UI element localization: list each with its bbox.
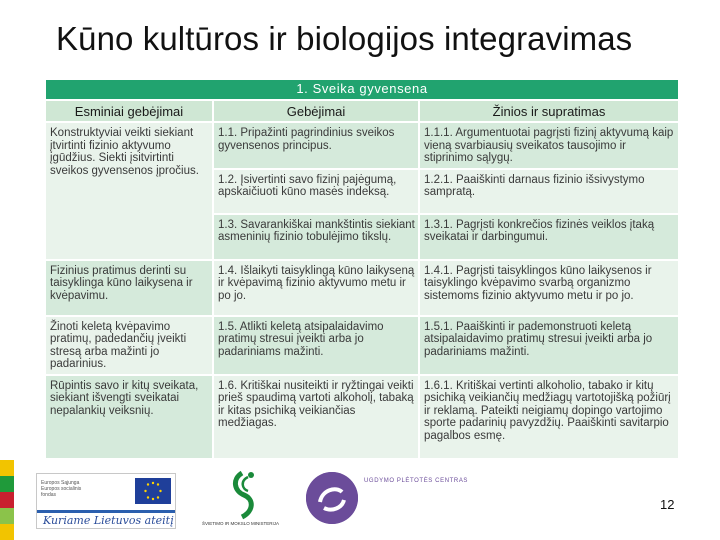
cell-gebejimai-1-5: 1.5. Atlikti keletą atsipalaidavimo pratimų stresui įveikti arba jo padariniams mažinti. (213, 316, 419, 375)
page-title: Kūno kultūros ir biologijos integravimas (56, 20, 633, 57)
column-header-zinios: Žinios ir supratimas (419, 100, 679, 123)
cell-zinios-1-6-1: 1.6.1. Kritiškai vertinti alkoholio, tabako ir kitų psichiką veikiančių medžiagų vartotojišką požiūrį ir reklamą. Pateikti neigiamų dopingo vartojimo sporte padarinių pavyzdžių. Paaiškinti savitarpio pagalbos esmę. (419, 375, 679, 459)
footer-logos (0, 465, 720, 540)
curriculum-table (44, 78, 680, 460)
ugdymo-centre-text: UGDYMO PLĖTOTĖS CENTRAS (364, 478, 469, 484)
cell-zinios-1-4-1: 1.4.1. Pagrįsti taisyklingos kūno laikysenos ir taisyklingo kvėpavimo svarbą organizmo sistemoms fizinio aktyvumo metu ir po jo. (419, 260, 679, 316)
cell-esminiai-3: Žinoti keletą kvėpavimo pratimų, padedančių įveikti stresą arba mažinti jo padarinius. (45, 316, 213, 375)
cell-zinios-1-1-1: 1.1.1. Argumentuotai pagrįsti fizinį aktyvumą kaip vieną svarbiausių sveikatos tausojimo ir stiprinimo sąlygų. (419, 122, 679, 169)
cell-zinios-1-5-1: 1.5.1. Paaiškinti ir pademonstruoti keletą atsipalaidavimo pratimų stresui įveikti arba jo padariniams mažinti. (419, 316, 679, 375)
column-header-esminiai: Esminiai gebėjimai (45, 100, 213, 123)
section-header: 1. Sveika gyvensena (45, 79, 679, 100)
ugdymo-emblem-icon (306, 472, 358, 524)
cell-gebejimai-1-2: 1.2. Įsivertinti savo fizinį pajėgumą, apskaičiuoti kūno masės indeksą. (213, 169, 419, 214)
cell-gebejimai-1-6: 1.6. Kritiškai nusiteikti ir ryžtingai veikti prieš spaudimą vartoti alkoholį, tabaką ir kitas psichiką veikiančias medžiagas. (213, 375, 419, 459)
column-header-gebejimai: Gebėjimai (213, 100, 419, 123)
cell-gebejimai-1-4: 1.4. Išlaikyti taisyklingą kūno laikyseną ir kvėpavimą fizinio aktyvumo metu ir po jo. (213, 260, 419, 316)
cell-gebejimai-1-1: 1.1. Pripažinti pagrindinius sveikos gyvensenos principus. (213, 122, 419, 169)
eu-fund-logo (36, 473, 176, 529)
eu-flag-icon (135, 478, 171, 504)
ugdymo-centre-logo (306, 472, 358, 524)
cell-esminiai-2: Fizinius pratimus derinti su taisyklinga kūno laikysena ir kvėpavimu. (45, 260, 213, 316)
cell-esminiai-4: Rūpintis savo ir kitų sveikata, siekiant išvengti sveikatai nepalankių veiksnių. (45, 375, 213, 459)
eu-logo-text: Europos Sąjunga Europos socialinis fondas (41, 480, 82, 498)
eu-slogan: Kuriame Lietuvos ateitį (43, 514, 174, 527)
cell-zinios-1-2-1: 1.2.1. Paaiškinti darnaus fizinio išsivystymo sampratą. (419, 169, 679, 214)
cell-esminiai-1: Konstruktyviai veikti siekiant įtvirtinti fizinio aktyvumo įgūdžius. Siekti įsitvirtinti sveikos gyvensenos įpročius. (45, 122, 213, 260)
ministry-emblem-icon (204, 469, 284, 521)
page-number: 12 (660, 497, 675, 512)
ministry-logo (204, 469, 284, 531)
ministry-caption: ŠVIETIMO IR MOKSLO MINISTERIJA (202, 521, 280, 526)
cell-zinios-1-3-1: 1.3.1. Pagrįsti konkrečios fizinės veiklos įtaką sveikatai ir darbingumui. (419, 214, 679, 260)
cell-gebejimai-1-3: 1.3. Savarankiškai mankštintis siekiant asmeninių fizinio tobulėjimo tikslų. (213, 214, 419, 260)
